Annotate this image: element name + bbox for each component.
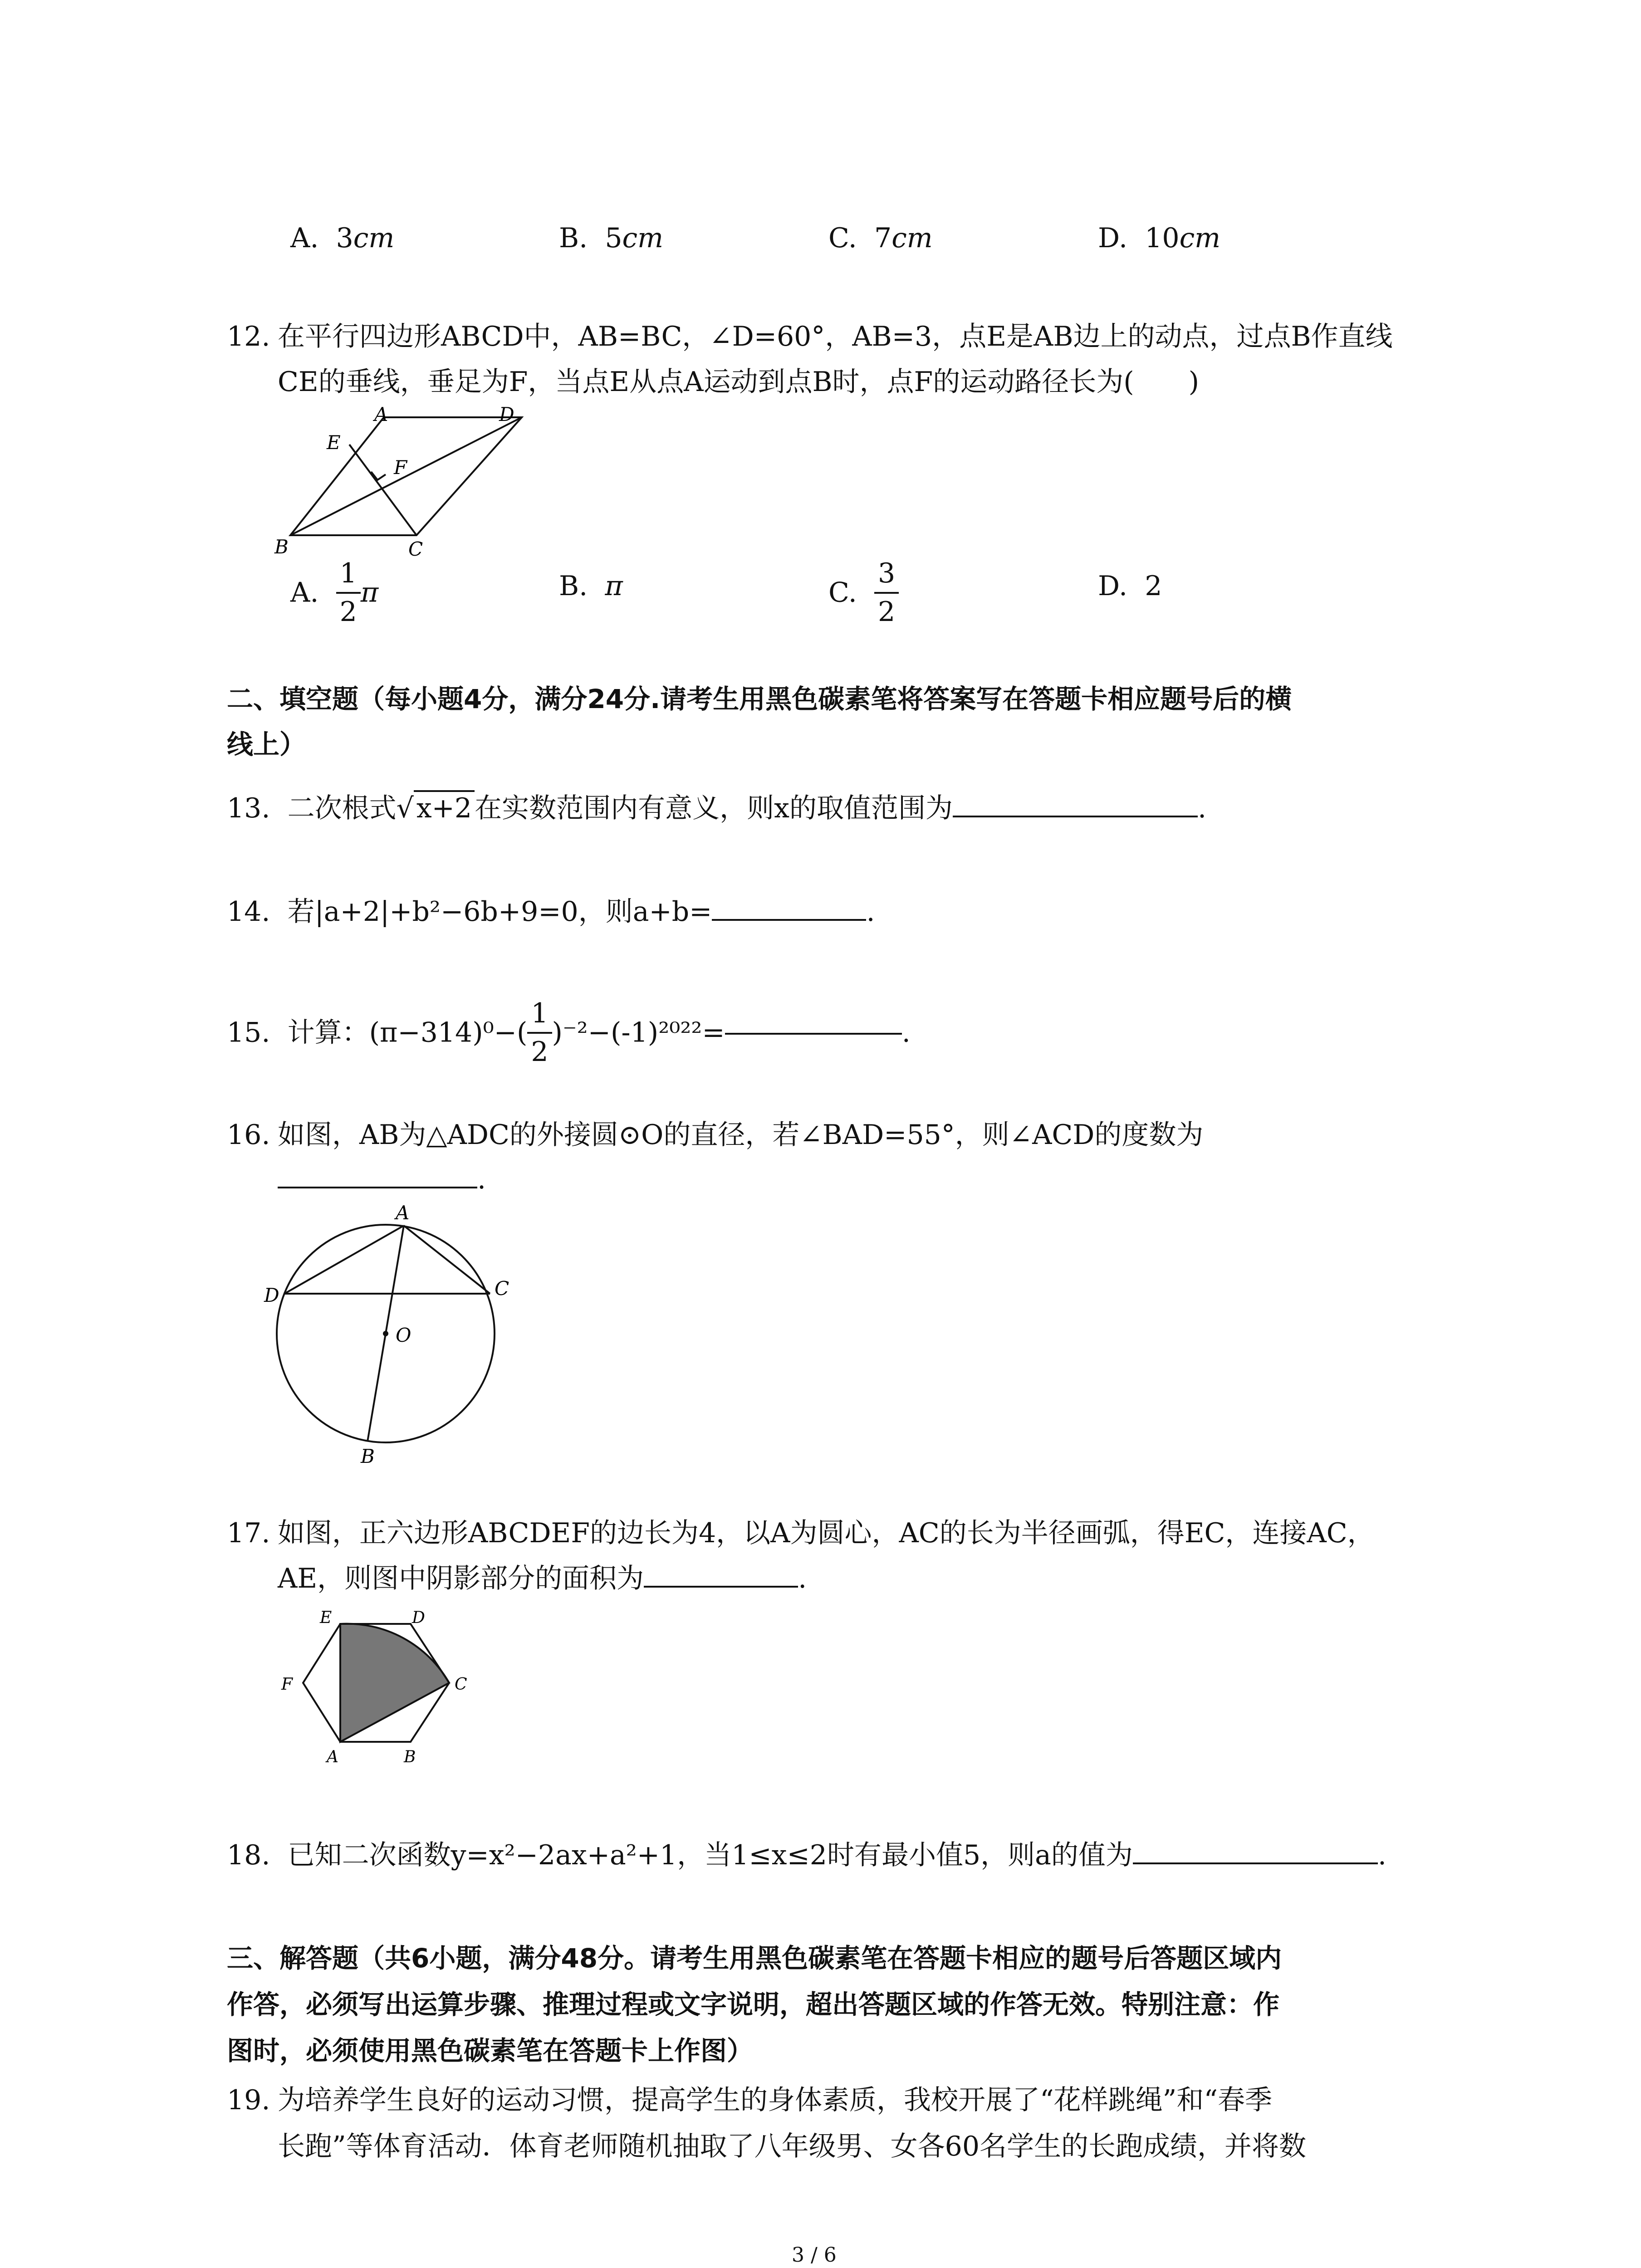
section3-heading-line1: 三、解答题（共6小题，满分48分。请考生用黑色碳素笔在答题卡相应的题号后答题区域内 <box>227 1943 1282 1974</box>
q17-label-c: C <box>455 1675 467 1694</box>
q12-option-d: D. 2 <box>1098 570 1162 602</box>
q11-option-c: C. 7cm <box>828 222 933 254</box>
q17-answer-blank[interactable] <box>644 1584 798 1588</box>
q19-line2: 长跑”等体育活动．体育老师随机抽取了八年级男、女各60名学生的长跑成绩，并将数 <box>278 2131 1307 2162</box>
q11-option-a: A. 3cm <box>290 222 395 254</box>
q12-label-a: A <box>374 403 388 425</box>
q11-option-d: D. 10cm <box>1098 222 1221 254</box>
q12-option-a: A. $\frac{1}{2}$ π <box>290 557 379 628</box>
q16-circle-figure <box>264 1198 509 1467</box>
q17-line1: 如图，正六边形ABCDEF的边长为4，以A为圆心，AC的长为半径画弧，得EC，连接AC， <box>278 1517 1375 1549</box>
q19-number: 19. <box>227 2084 270 2116</box>
q12-number: 12. <box>227 321 270 352</box>
q16-label-c: C <box>495 1277 509 1300</box>
q18: 18. 已知二次函数y=x²−2ax+a²+1，当1≤x≤2时有最小值5，则a的值为 . <box>227 1839 1386 1871</box>
q15-answer-blank[interactable] <box>725 1031 902 1035</box>
q16-text: 如图，AB为△ADC的外接圆⊙O的直径，若∠BAD=55°，则∠ACD的度数为 <box>278 1119 1204 1151</box>
q18-answer-blank[interactable] <box>1133 1861 1378 1864</box>
q17-label-b: B <box>404 1748 416 1766</box>
page-number: 3 / 6 <box>792 2244 837 2267</box>
section2-heading-line2: 线上） <box>227 729 306 760</box>
section2-heading-line1: 二、填空题（每小题4分，满分24分.请考生用黑色碳素笔将答案写在答题卡相应题号后的横 <box>227 684 1292 714</box>
section3-heading-line2: 作答，必须写出运算步骤、推理过程或文字说明，超出答题区域的作答无效。特别注意：作 <box>227 1989 1280 2020</box>
q13-answer-blank[interactable] <box>953 814 1198 817</box>
q17-hexagon-figure <box>277 1606 495 1769</box>
q12-label-b: B <box>274 536 289 558</box>
section3-heading-line3: 图时，必须使用黑色碳素笔在答题卡上作图） <box>227 2035 754 2066</box>
q16-label-a: A <box>396 1202 410 1224</box>
q12-label-f: F <box>394 456 407 479</box>
q15: 15. 计算：(π−314)⁰−( $\frac{1}{2}$ )⁻²−(-1)²⁰²²= . <box>227 997 911 1068</box>
q12-option-c: C. $\frac{3}{2}$ <box>828 558 899 628</box>
q13: 13. 二次根式√ x+2 在实数范围内有意义，则x的取值范围为 . <box>227 790 1206 822</box>
q14-answer-blank[interactable] <box>712 917 866 921</box>
q17-number: 17. <box>227 1517 270 1549</box>
q17-label-f: F <box>281 1675 293 1694</box>
q16-label-b: B <box>361 1445 375 1467</box>
q11-option-b: B. 5cm <box>559 222 664 254</box>
q17-label-e: E <box>320 1608 332 1627</box>
q16-number: 16. <box>227 1119 270 1151</box>
q17-label-a: A <box>327 1748 338 1766</box>
q12-line1: 在平行四边形ABCD中，AB=BC，∠D=60°，AB=3，点E是AB边上的动点，过点B作直线 <box>278 321 1393 352</box>
q16-label-d: D <box>264 1284 279 1306</box>
q14: 14. 若|a+2|+b²−6b+9=0，则a+b= . <box>227 896 875 928</box>
q12-parallelogram-figure <box>272 404 554 558</box>
q16-answer-blank[interactable] <box>278 1185 477 1188</box>
q17-line2: AE，则图中阴影部分的面积为 . <box>278 1563 807 1594</box>
q12-option-b: B. π <box>559 570 623 602</box>
q19-line1: 为培养学生良好的运动习惯，提高学生的身体素质，我校开展了“花样跳绳”和“春季 <box>278 2084 1273 2116</box>
q12-label-c: C <box>408 538 423 560</box>
q12-line2: CE的垂线，垂足为F，当点E从点A运动到点B时，点F的运动路径长为( ) <box>278 366 1200 398</box>
q17-label-d: D <box>412 1608 425 1627</box>
q16-label-o: O <box>396 1324 411 1346</box>
q12-label-d: D <box>499 403 514 425</box>
q12-label-e: E <box>327 431 341 454</box>
q16-answer-line: . <box>278 1166 486 1193</box>
